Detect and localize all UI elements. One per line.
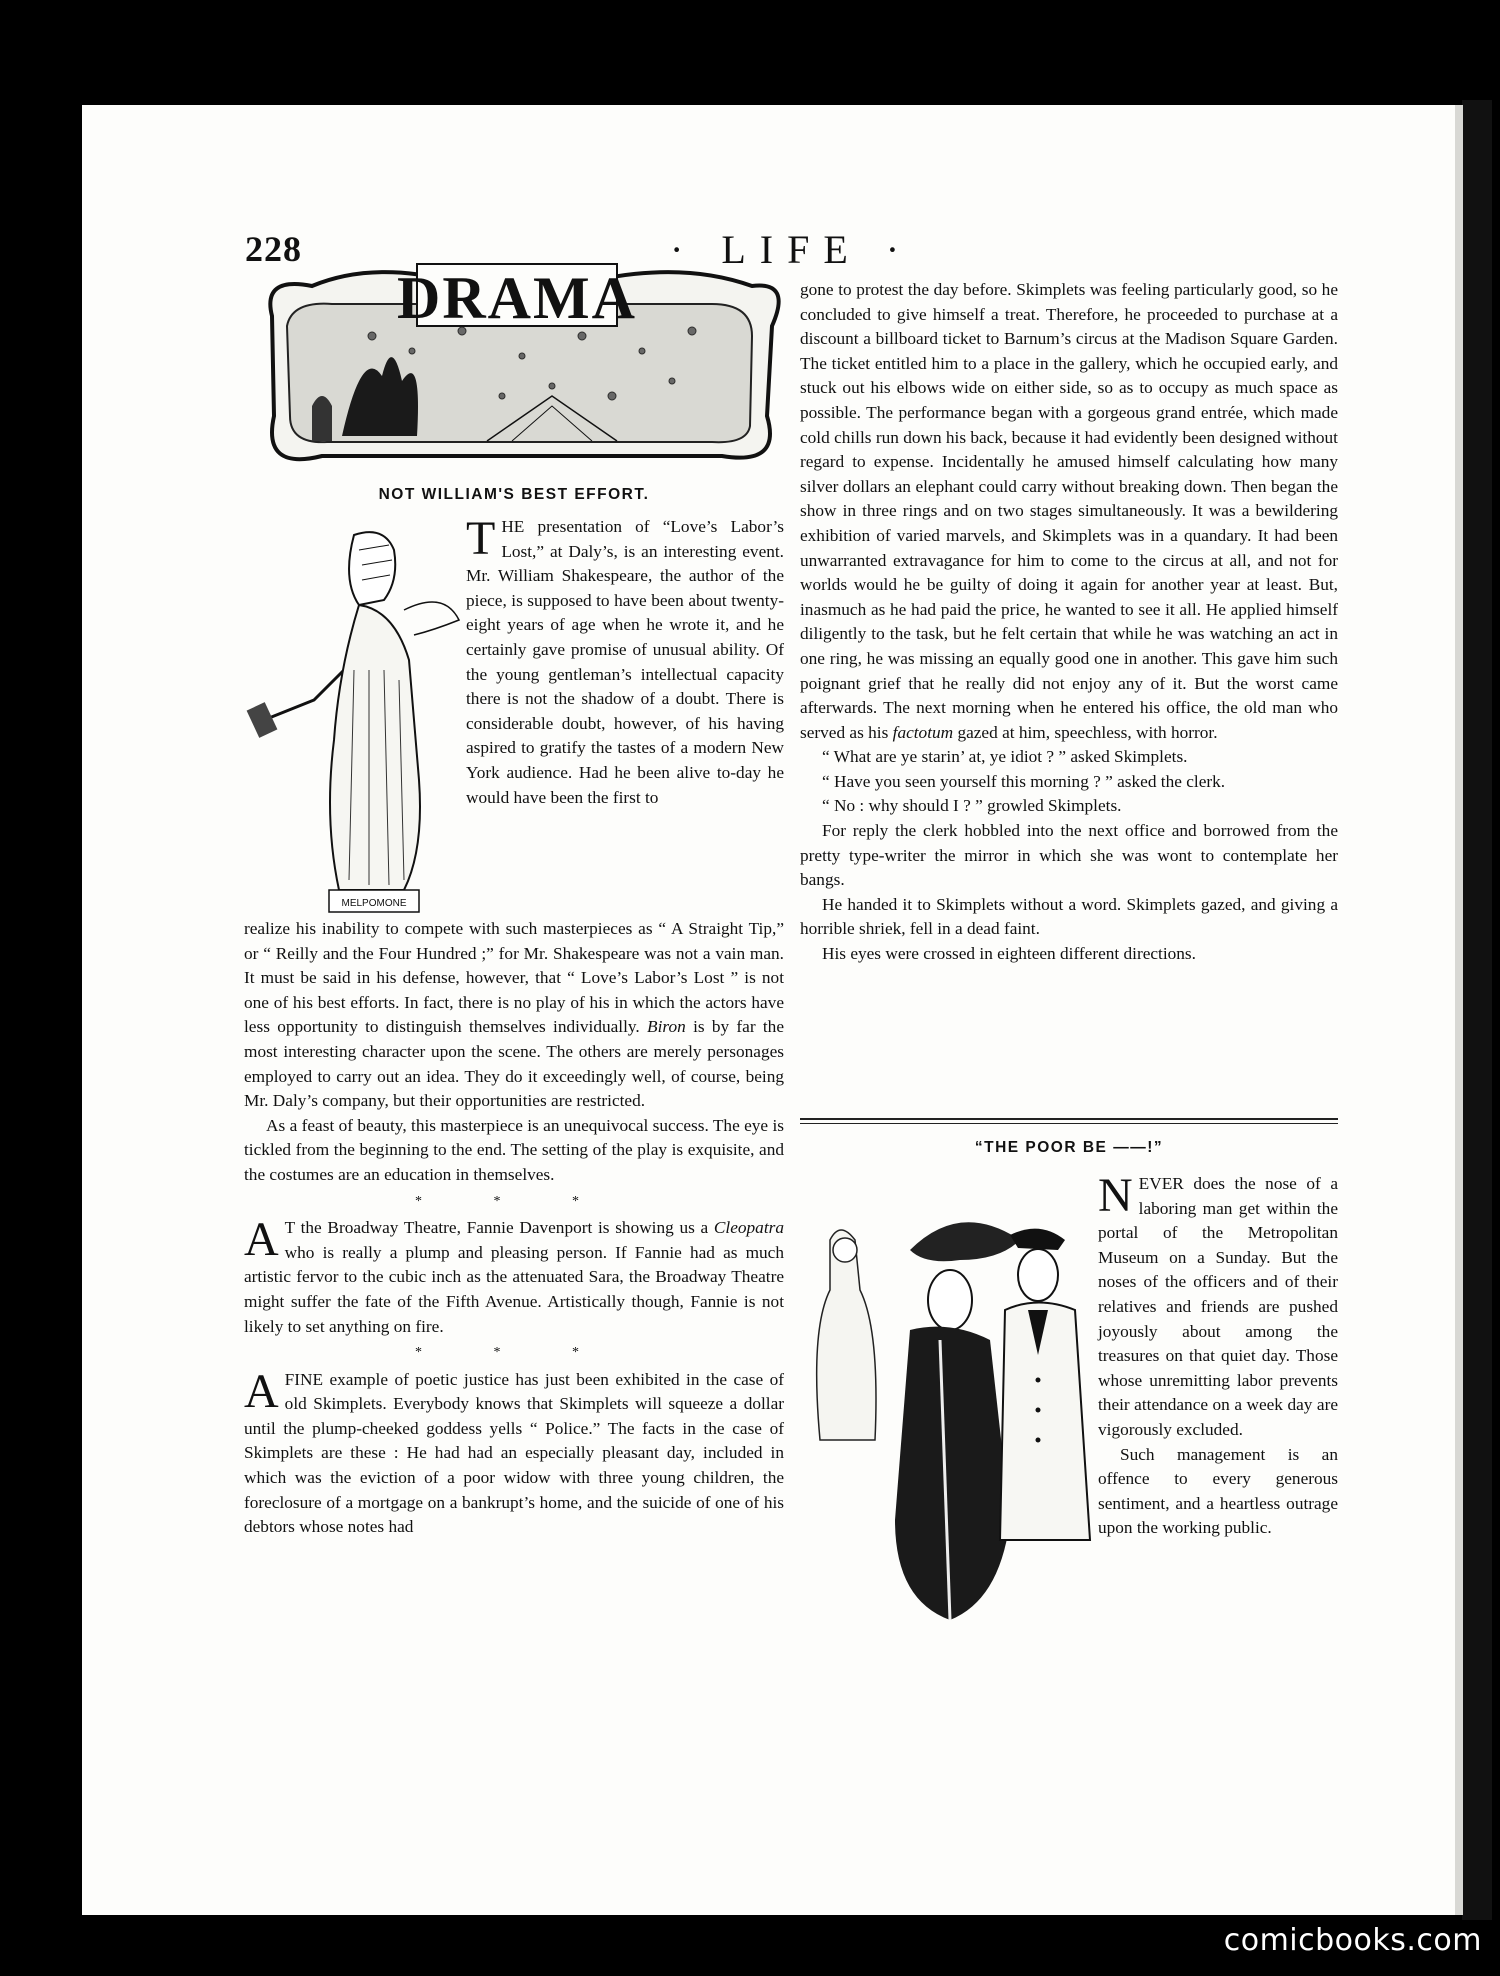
article-heading-poor-be: “THE POOR BE ——!” [974,1139,1164,1156]
drop-cap-n: N [1098,1169,1133,1222]
article1-paragraph-1: HE presentation of “Love’s Labor’s Lost,” at Daly’s, is an interesting event. Mr. William Shakespeare, the author of the piece, is supposed to have been about twenty-eight years of age when he wrote it, and he certainly gave promise of unusual ability. Of the young gentleman’s intellectual capacity there is not the shadow of a doubt. There is considerable doubt, however, of his having aspired to gratify the tastes of a modern New York audience. Had he been alive to-day he would have been the first to [466,517,784,807]
museum-crowd-illustration [800,1180,1105,1650]
cleopatra-name: Cleopatra [713,1218,784,1238]
page-edge [1455,105,1463,1915]
section-rule-top [800,1118,1338,1120]
section-rule-bottom [800,1123,1338,1124]
article2-paragraph-1: NEVER does the nose of a laboring man get within the portal of the Metropolitan Museum on a Sunday. But the noses of the officers and of their relatives and friends are pushed joyously about among the treasures on that quiet day. Those whose unremitting labor prevents their attendance on a week day are vigorously excluded. [1098,1169,1338,1439]
dialogue-line-2: “ Have you seen yourself this morning ? ” asked the clerk. [822,771,1226,791]
article2-paragraph-2: Such management is an offence to every generous sentiment, and a heartless outrage upon the working public. [1098,1444,1338,1538]
page-spine [1462,100,1492,1920]
page-number: 228 [245,229,302,269]
melpomene-illustration [244,520,474,930]
melpomene-caption: MELPOMONE [341,898,407,909]
drop-cap-a-2: A [244,1364,279,1418]
masthead-title: · LIFE · [670,227,914,272]
drama-banner-illustration [252,256,787,481]
closing-line: His eyes were crossed in eighteen different directions. [822,944,1196,964]
factotum-word: factotum [892,722,954,742]
right-column [800,278,1338,967]
mirror-paragraph: For reply the clerk hobbled into the next office and borrowed from the pretty type-writer the mirror in which she was wont to contemplate her bangs. [800,821,1338,890]
faint-paragraph: He handed it to Skimplets without a word. Skimplets gazed, and giving a horrible shriek, fell in a dead faint. [800,894,1338,939]
drop-cap-a: A [244,1213,279,1267]
drama-title: DRAMA [397,265,637,331]
dialogue-line-1: “ What are ye starin’ at, ye idiot ? ” asked Skimplets. [822,747,1188,767]
section-divider-stars-2: * * * [415,1345,613,1361]
article1-lead-wrap [466,512,784,810]
section-divider-stars: * * * [415,1193,613,1209]
drop-cap-t: T [466,512,496,565]
article1-paragraph-1-cont: realize his inability to compete with such masterpieces as “ A Straight Tip,” or “ Reilly and the Four Hundred ;” for Mr. Shakespeare was not a vain man. It must be said in his defense, however, that “ Love’s Labor’s Lost ” is not one of his best efforts. In fact, there is no play of his in which the actors have less opportunity to distinguish themselves individually. Biron is by far the most interesting character upon the scene. The others are merely personages employed to carry out an idea. They do it exceedingly well, of course, being Mr. Daly’s company, but their opportunities are restricted. [244,919,784,1111]
left-column [244,917,784,1540]
skimplets-paragraph: AFINE example of poetic justice has just been exhibited in the case of old Skimplets. Everybody knows that Skimplets will squeeze a dollar until the plump-cheeked goddess yells “ Police.” The facts in the case of Skimplets are these : He had had an especially pleasant day, included in which was the eviction of a poor widow with three young children, the foreclosure of a mortgage on a bankrupt’s home, and the suicide of one of his debtors whose notes had [244,1364,784,1537]
dialogue-line-3: “ No : why should I ? ” growled Skimplets. [822,796,1122,816]
article-heading-best-effort: NOT WILLIAM'S BEST EFFORT. [378,486,650,503]
article1-paragraph-2: As a feast of beauty, this masterpiece is an unequivocal success. The eye is tickled from the beginning to the end. The setting of the play is exquisite, and the costumes are an education in themselves. [244,1115,784,1184]
biron-name: Biron [647,1017,686,1037]
broadway-paragraph: A T the Broadway Theatre, Fannie Davenport is showing us a Cleopatra who is really a plump and pleasing person. If Fannie had as much artistic fervor to the cubic inch as the attenuated Sara, the Broadway Theatre might suffer the fate of the Fifth Avenue. Artistically though, Fannie is not likely to set anything on fire. [244,1213,784,1336]
skimplets-continued: gone to protest the day before. Skimplets was feeling particularly good, so he concluded to give himself a treat. Therefore, he proceeded to purchase at a discount a billboard ticket to Barnum’s circus at the Madison Square Garden. The ticket entitled him to a place in the gallery, which he occupied early, and stuck out his elbows wide on either side, so as to occupy as much space as possible. The performance began with a gorgeous grand entrée, which made cold chills run down his back, because it had evidently been designed without regard to expense. Incidentally he amused himself calculating how many silver dollars an elephant could carry without breaking down. Then began the show in three rings and on two stages simultaneously. It was a bewildering exhibition of varied marvels, and Skimplets was in a quandary. It had been unwarranted extravagance for him to come to the circus at all, and not for worlds would he be guilty of doing it again for another year at least. But, inasmuch as he had paid the price, he wanted to see it all. He applied himself diligently to the task, but he felt certain that while he was watching an act in one ring, he was missing an equally good one in another. This gave him such poignant grief that he really did not enjoy any of it. But the worst came afterwards. The next morning when he entered his office, the old man who served as his factotum gazed at him, speechless, with horror. [800,280,1338,742]
article2-text [1098,1169,1338,1541]
watermark-text: comicbooks.com [1223,1923,1482,1958]
